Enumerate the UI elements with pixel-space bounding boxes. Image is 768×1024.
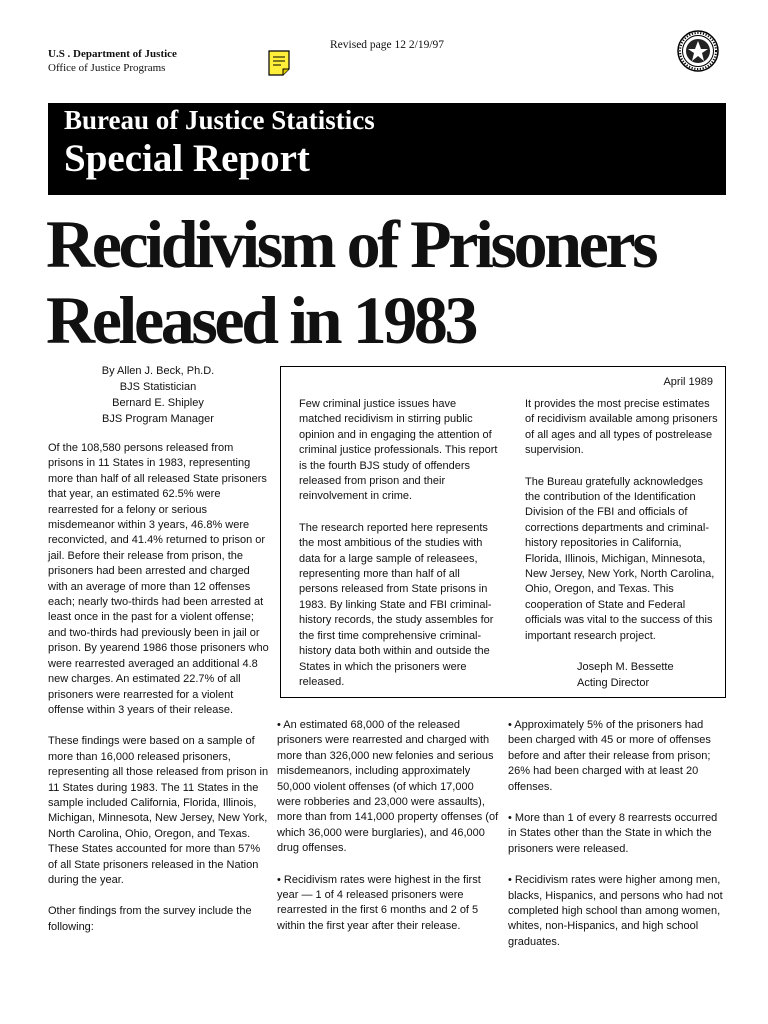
revision-note: Revised page 12 2/19/97 <box>330 39 445 51</box>
bullet-item: • Recidivism rates were highest in the first year — 1 of 4 released prisoners were rearrested in the first 6 months and 2 of 5 within the first year after their release. <box>277 873 481 932</box>
foreword-right-column <box>525 397 721 691</box>
publication-date: April 1989 <box>663 376 713 388</box>
foreword-box <box>280 366 726 698</box>
paragraph: Of the 108,580 persons released from prisons in 11 States in 1983, representing more than half of all released State prisoners that year, an estimated 62.5% were rearrested for a felony or serious misdemeanor within 3 years, 46.8% were reconvicted, and 41.4% returned to prison or jail. Before their release from prison, the prisoners had been arrested and charged with an average of more than 12 offenses each; nearly two-thirds had been arrested at least once in the past for a violent offense; and two-thirds had previously been in jail or prison. By yearend 1986 those prisoners who were rearrested averaged an additional 4.8 new charges. An estimated 22.7% of all prisoners were rearrested for a violent offense within 3 years of their release. <box>48 442 269 716</box>
sticky-note-icon[interactable] <box>268 50 290 76</box>
foreword-left-column <box>299 397 499 706</box>
bureau-name: Bureau of Justice Statistics <box>64 105 375 135</box>
signatory-name: Joseph M. Bessette <box>577 661 674 674</box>
paragraph: Other findings from the survey include the following: <box>48 905 252 933</box>
report-banner <box>48 103 726 195</box>
doj-seal-icon <box>677 30 719 72</box>
coauthor-name: Bernard E. Shipley <box>112 397 204 409</box>
byline <box>48 363 268 427</box>
agency-name: U.S . Department of Justice <box>48 48 177 60</box>
agency-block <box>48 47 177 75</box>
signature <box>577 660 721 691</box>
paragraph: The research reported here represents the most ambitious of the studies with data for a large sample of releasees, representing more than half of all persons released from State prisons in 1983. By linking State and FBI criminal-history records, the study assembles for the first time comprehensive criminal-history data both within and outside the States in which the prisoners were released. <box>299 521 494 688</box>
bullet-item: • More than 1 of every 8 rearrests occurred in States other than the State in which the prisoners were released. <box>508 812 718 855</box>
author-title: BJS Statistician <box>119 381 197 393</box>
column-2 <box>277 718 499 950</box>
bullet-item: • Recidivism rates were higher among men, blacks, Hispanics, and persons who had not completed high school than among women, whites, non-Hispanics, and high school graduates. <box>508 874 723 948</box>
paragraph: Few criminal justice issues have matched recidivism in stirring public opinion and in engaging the attention of criminal justice professionals. This report is the fourth BJS study of offenders released from prison and their reinvolvement in crime. <box>299 398 498 503</box>
paragraph: These findings were based on a sample of more than 16,000 released prisoners, representing all those released from prison in 11 States during 1983. The 11 States in the sample included California, Florida, Illinois, Michigan, Minnesota, New Jersey, New York, North Carolina, Ohio, Oregon, and Texas. These States accounted for more than 57% of all State prisoners released in the Nation during the year. <box>48 735 269 886</box>
paragraph: It provides the most precise estimates of recidivism available among prisoners of all ages and all types of postrelease supervision. <box>525 398 718 457</box>
office-name: Office of Justice Programs <box>48 62 166 74</box>
title-line-1: Recidivism of Prisoners <box>46 206 656 282</box>
coauthor-title: BJS Program Manager <box>102 413 214 425</box>
report-type: Special Report <box>64 137 310 180</box>
bullet-item: • Approximately 5% of the prisoners had been charged with 45 or more of offenses before and after their release from prison; 26% had been charged with at least 20 offenses. <box>508 719 711 793</box>
column-3 <box>508 718 728 966</box>
report-title <box>46 206 655 358</box>
signatory-title: Acting Director <box>577 676 650 689</box>
author-name: By Allen J. Beck, Ph.D. <box>101 365 215 377</box>
column-1 <box>48 441 270 951</box>
paragraph: The Bureau gratefully acknowledges the contribution of the Identification Division of the FBI and officials of corrections departments and criminal-history repositories in California, Florida, Illinois, Michigan, Minnesota, New Jersey, New York, North Carolina, Ohio, Oregon, and Texas. This cooperation of State and Federal officials was vital to the success of this important research project. <box>525 475 715 642</box>
bullet-item: • An estimated 68,000 of the released prisoners were rearrested and charged with more than 326,000 new felonies and serious misdemeanors, including approximately 50,000 violent offenses (of which 17,000 were robberies and 23,000 were assaults), more than from 141,000 property offenses (of which 36,000 were burglaries), and 46,000 drug offenses. <box>277 719 499 855</box>
title-line-2: Released in 1983 <box>46 282 476 358</box>
